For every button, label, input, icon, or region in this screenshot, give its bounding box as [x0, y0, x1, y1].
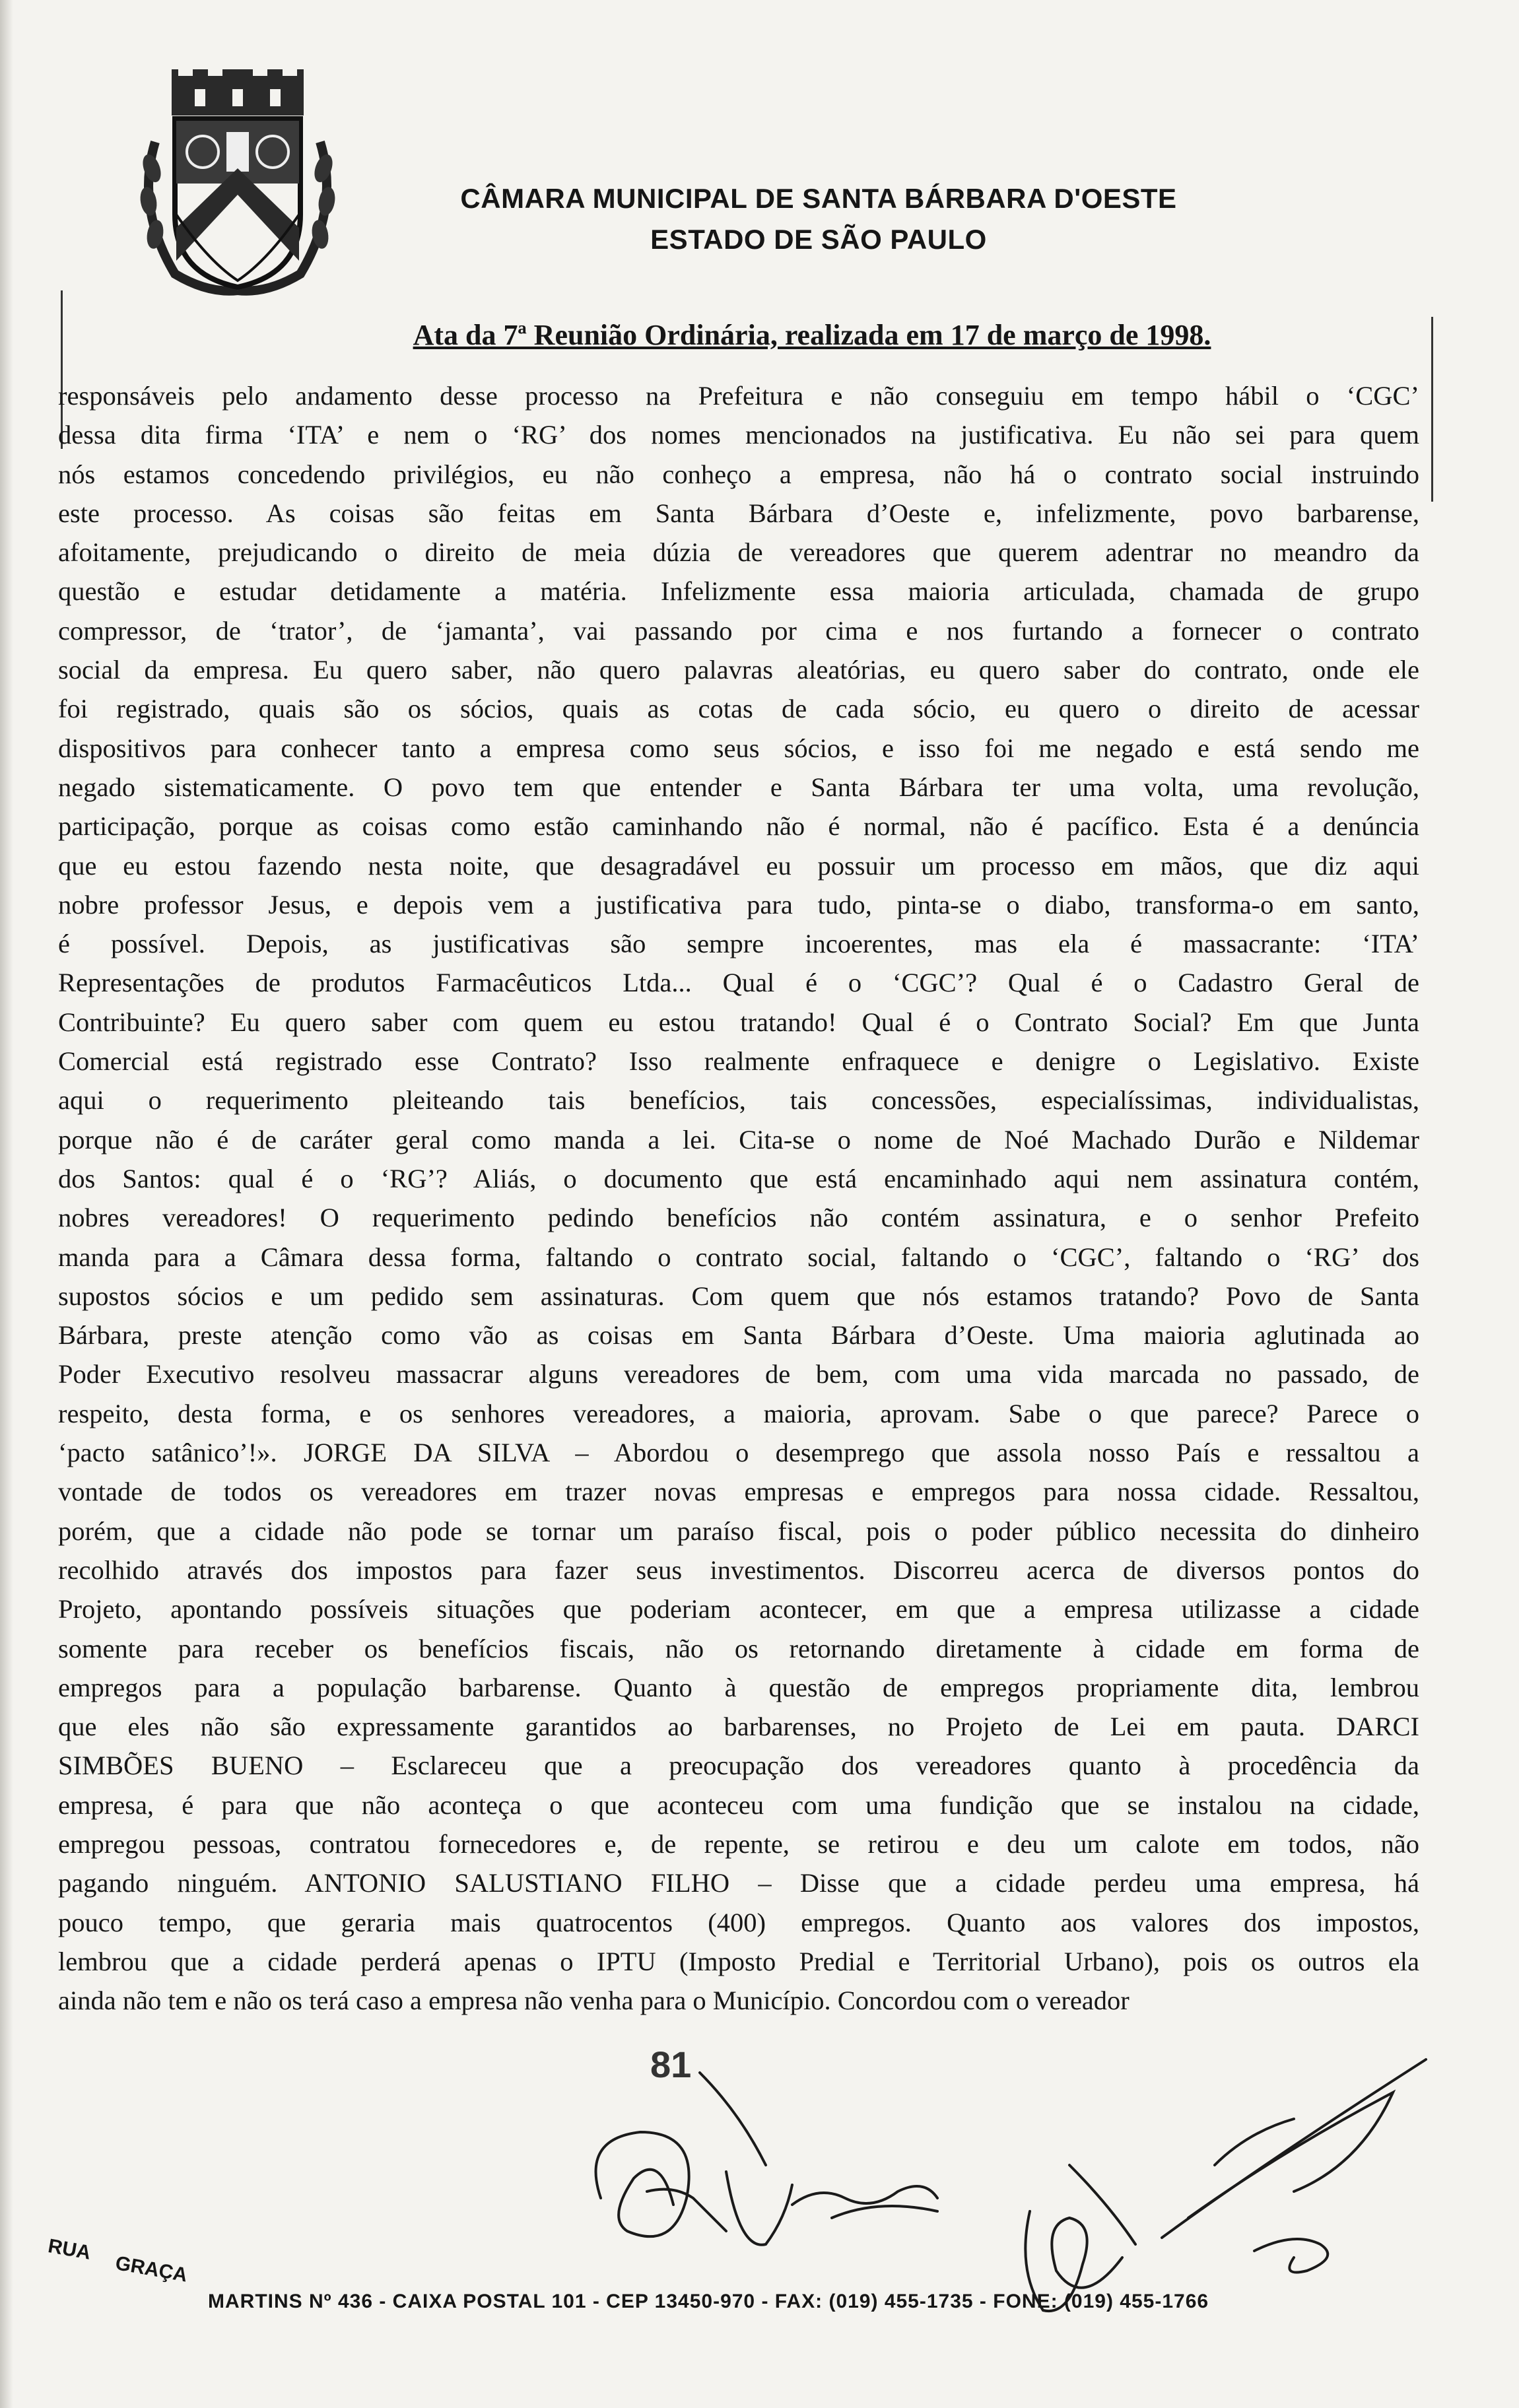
text-line: nobres vereadores! O requerimento pedindo benefícios não contém assinatura, e o senhor Prefeito — [58, 1203, 1419, 1233]
text-line: responsáveis pelo andamento desse processo na Prefeitura e não conseguiu em tempo hábil o ‘CGC’ — [58, 381, 1419, 411]
text-line: SIMBÕES BUENO – Esclareceu que a preocupação dos vereadores quanto à procedência da — [58, 1751, 1419, 1781]
footer-street-prefix: RUA — [46, 2235, 93, 2264]
text-line: Projeto, apontando possíveis situações que poderiam acontecer, em que a empresa utilizasse a cidade — [58, 1594, 1419, 1624]
footer-contact: MARTINS Nº 436 - CAIXA POSTAL 101 - CEP 13450-970 - FAX: (019) 455-1735 - FONE: (019) 455-1766 — [208, 2291, 1209, 2312]
state-name: ESTADO DE SÃO PAULO — [650, 224, 987, 255]
text-line: respeito, desta forma, e os senhores vereadores, a maioria, aprovam. Sabe o que parece? Parece o — [58, 1398, 1419, 1428]
text-line: que eles não são expressamente garantidos ao barbarenses, no Projeto de Lei em pauta. DARCI — [58, 1712, 1419, 1742]
text-line: questão e estudar detidamente a matéria. Infelizmente essa maioria articulada, chamada de grupo — [58, 576, 1419, 607]
coat-of-arms-icon — [129, 63, 347, 300]
text-line: dos Santos: qual é o ‘RG’? Aliás, o documento que está encaminhado aqui nem assinatura contém, — [58, 1163, 1419, 1193]
text-line: compressor, de ‘trator’, de ‘jamanta’, vai passando por cima e nos furtando a fornecer o contrato — [58, 615, 1419, 646]
institution-header — [370, 178, 1267, 260]
footer-address — [46, 2231, 1499, 2363]
text-line: pouco tempo, que geraria mais quatrocentos (400) empregos. Quanto aos valores dos impostos, — [58, 1907, 1419, 1937]
text-line: porém, que a cidade não pode se tornar um paraíso fiscal, pois o poder público necessita do dinheiro — [58, 1516, 1419, 1546]
text-line: ainda não tem e não os terá caso a empresa não venha para o Município. Concordou com o vereador — [58, 1986, 1130, 2016]
text-line: pagando ninguém. ANTONIO SALUSTIANO FILHO – Disse que a cidade perdeu uma empresa, há — [58, 1868, 1419, 1898]
text-line: social da empresa. Eu quero saber, não quero palavras aleatórias, eu quero saber do contrato, onde ele — [58, 655, 1419, 685]
text-line: foi registrado, quais são os sócios, quais as cotas de cada sócio, eu quero o direito de acessar — [58, 694, 1419, 724]
text-line: vontade de todos os vereadores em trazer novas empresas e empregos para nossa cidade. Ressaltou, — [58, 1477, 1419, 1507]
text-line: ‘pacto satânico’!». JORGE DA SILVA – Abordou o desemprego que assola nosso País e ressaltou a — [58, 1438, 1419, 1468]
scan-edge — [0, 0, 13, 2408]
margin-line-right — [1431, 317, 1433, 502]
text-line: lembrou que a cidade perderá apenas o IPTU (Imposto Predial e Territorial Urbano), pois os outros ela — [58, 1946, 1419, 1976]
institution-name: CÂMARA MUNICIPAL DE SANTA BÁRBARA D'OESTE — [460, 183, 1177, 214]
text-line: Contribuinte? Eu quero saber com quem eu estou tratando! Qual é o Contrato Social? Em que Junta — [58, 1007, 1419, 1037]
minutes-title: Ata da 7ª Reunião Ordinária, realizada em 17 de março de 1998. — [413, 319, 1211, 351]
text-line: Representações de produtos Farmacêuticos Ltda... Qual é o ‘CGC’? Qual é o Cadastro Geral de — [58, 968, 1419, 998]
text-line: é possível. Depois, as justificativas são sempre incoerentes, mas ela é massacrante: ‘ITA’ — [58, 929, 1419, 959]
text-line: nobre professor Jesus, e depois vem a justificativa para tudo, pinta-se o diabo, transforma-o em santo, — [58, 889, 1419, 920]
text-line: afoitamente, prejudicando o direito de meia dúzia de vereadores que querem adentrar no meandro da — [58, 537, 1419, 568]
text-line: nós estamos concedendo privilégios, eu não conheço a empresa, não há o contrato social instruindo — [58, 459, 1419, 489]
text-line: manda para a Câmara dessa forma, faltando o contrato social, faltando o ‘CGC’, faltando o ‘RG’ dos — [58, 1242, 1419, 1272]
text-line: empregou pessoas, contratou fornecedores e, de repente, se retirou e deu um calote em todos, não — [58, 1828, 1419, 1859]
text-line: supostos sócios e um pedido sem assinaturas. Com quem que nós estamos tratando? Povo de Santa — [58, 1281, 1419, 1311]
text-line: Comercial está registrado esse Contrato? Isso realmente enfraquece e denigre o Legislativo. Existe — [58, 1046, 1419, 1077]
text-line: empresa, é para que não aconteça o que aconteceu com uma fundição que se instalou na cidade, — [58, 1789, 1419, 1820]
text-line: dessa dita firma ‘ITA’ e nem o ‘RG’ dos nomes mencionados na justificativa. Eu não sei para quem — [58, 420, 1419, 450]
minutes-body — [58, 376, 1419, 2020]
text-line: Poder Executivo resolveu massacrar alguns vereadores de bem, com uma vida marcada no passado, de — [58, 1359, 1419, 1389]
footer-street-name: GRAÇA — [114, 2252, 189, 2287]
text-line: porque não é de caráter geral como manda a lei. Cita-se o nome de Noé Machado Durão e Nildemar — [58, 1124, 1419, 1154]
text-line: dispositivos para conhecer tanto a empresa como seus sócios, e isso foi me negado e está sendo me — [58, 733, 1419, 763]
text-line: este processo. As coisas são feitas em Santa Bárbara d’Oeste e, infelizmente, povo barbarense, — [58, 498, 1419, 528]
text-line: somente para receber os benefícios fiscais, não os retornando diretamente à cidade em forma de — [58, 1633, 1419, 1663]
text-line: aqui o requerimento pleiteando tais benefícios, tais concessões, especialíssimas, individualistas, — [58, 1085, 1419, 1116]
text-line: recolhido através dos impostos para fazer seus investimentos. Discorreu acerca de diversos pontos do — [58, 1555, 1419, 1585]
text-line: empregos para a população barbarense. Quanto à questão de empregos propriamente dita, lembrou — [58, 1672, 1419, 1702]
text-line: negado sistematicamente. O povo tem que entender e Santa Bárbara ter uma volta, uma revolução, — [58, 772, 1419, 802]
page-number: 81 — [650, 2044, 692, 2085]
text-line: que eu estou fazendo nesta noite, que desagradável eu possuir um processo em mãos, que diz aqui — [58, 850, 1419, 881]
text-line: Bárbara, preste atenção como vão as coisas em Santa Bárbara d’Oeste. Uma maioria aglutinada ao — [58, 1320, 1419, 1351]
text-line: participação, porque as coisas como estão caminhando não é normal, não é pacífico. Esta é a denúncia — [58, 811, 1419, 842]
